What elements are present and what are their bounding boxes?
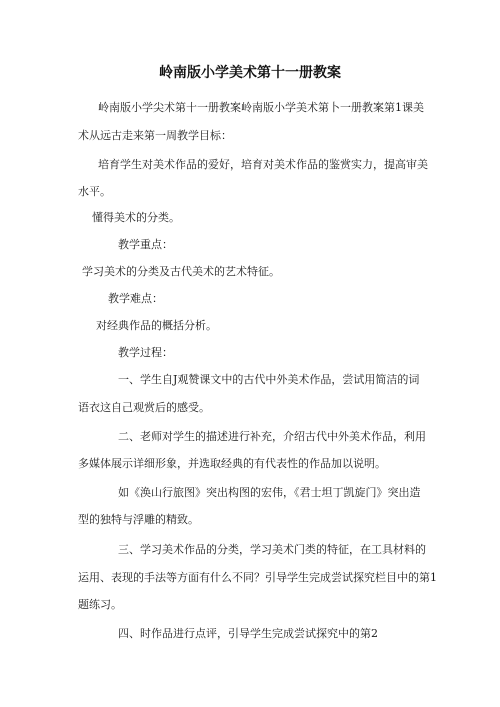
paragraph-line: 二、老师对学生的描述进行补充，介绍古代中外美术作品，利用 [118,430,426,443]
document-title: 岭南版小学美术第十一册教案 [159,65,341,81]
paragraph-line: 岭南版小学尖术第十一册教案岭南版小学美术第卜一册教案第1课美 [98,101,424,114]
paragraph-line: 题练习。 [78,598,122,611]
paragraph-line: 学习美术的分类及古代美术的艺术特征。 [82,265,280,278]
paragraph-line: 运用、表现的手法等方面有什么不同？引导学生完成尝试探究栏目中的第1 [78,571,437,584]
paragraph-line: 懂得美术的分类。 [92,211,180,224]
paragraph-line: 术从远古走来第一周教学目标： [78,129,232,142]
section-heading: 教学重点： [118,238,173,251]
section-heading: 教学过程： [118,346,173,359]
paragraph-line: 对经典作品的概括分析。 [96,319,217,332]
paragraph-line: 三、学习美术作品的分类，学习美术门类的特征，在工具材料的 [118,543,426,556]
paragraph-line: 语衣这自己观赏后的感受。 [78,401,210,414]
paragraph-line: 一、学生自J观赞课文中的古代中外美术作品，尝试用简洁的词 [118,373,420,386]
paragraph-line: 水平。 [78,185,111,198]
paragraph-line: 如《涣山行旅图》突出构图的宏伟，《君士坦丁凯旋门》突出造 [118,486,421,499]
paragraph-line: 型的独特与浮雕的精致。 [78,513,199,526]
section-heading: 教学难点： [108,292,163,305]
paragraph-line: 多媒体展示详细形象，并选取经典的有代表性的作品加以说明。 [78,457,386,470]
paragraph-line: 四、时作品进行点评，引导学生完成尝试探究中的第2 [118,627,378,640]
paragraph-line: 培育学生对美术作品的爱好，培育对美术作品的鉴赏实力，提高审美 [98,158,428,171]
